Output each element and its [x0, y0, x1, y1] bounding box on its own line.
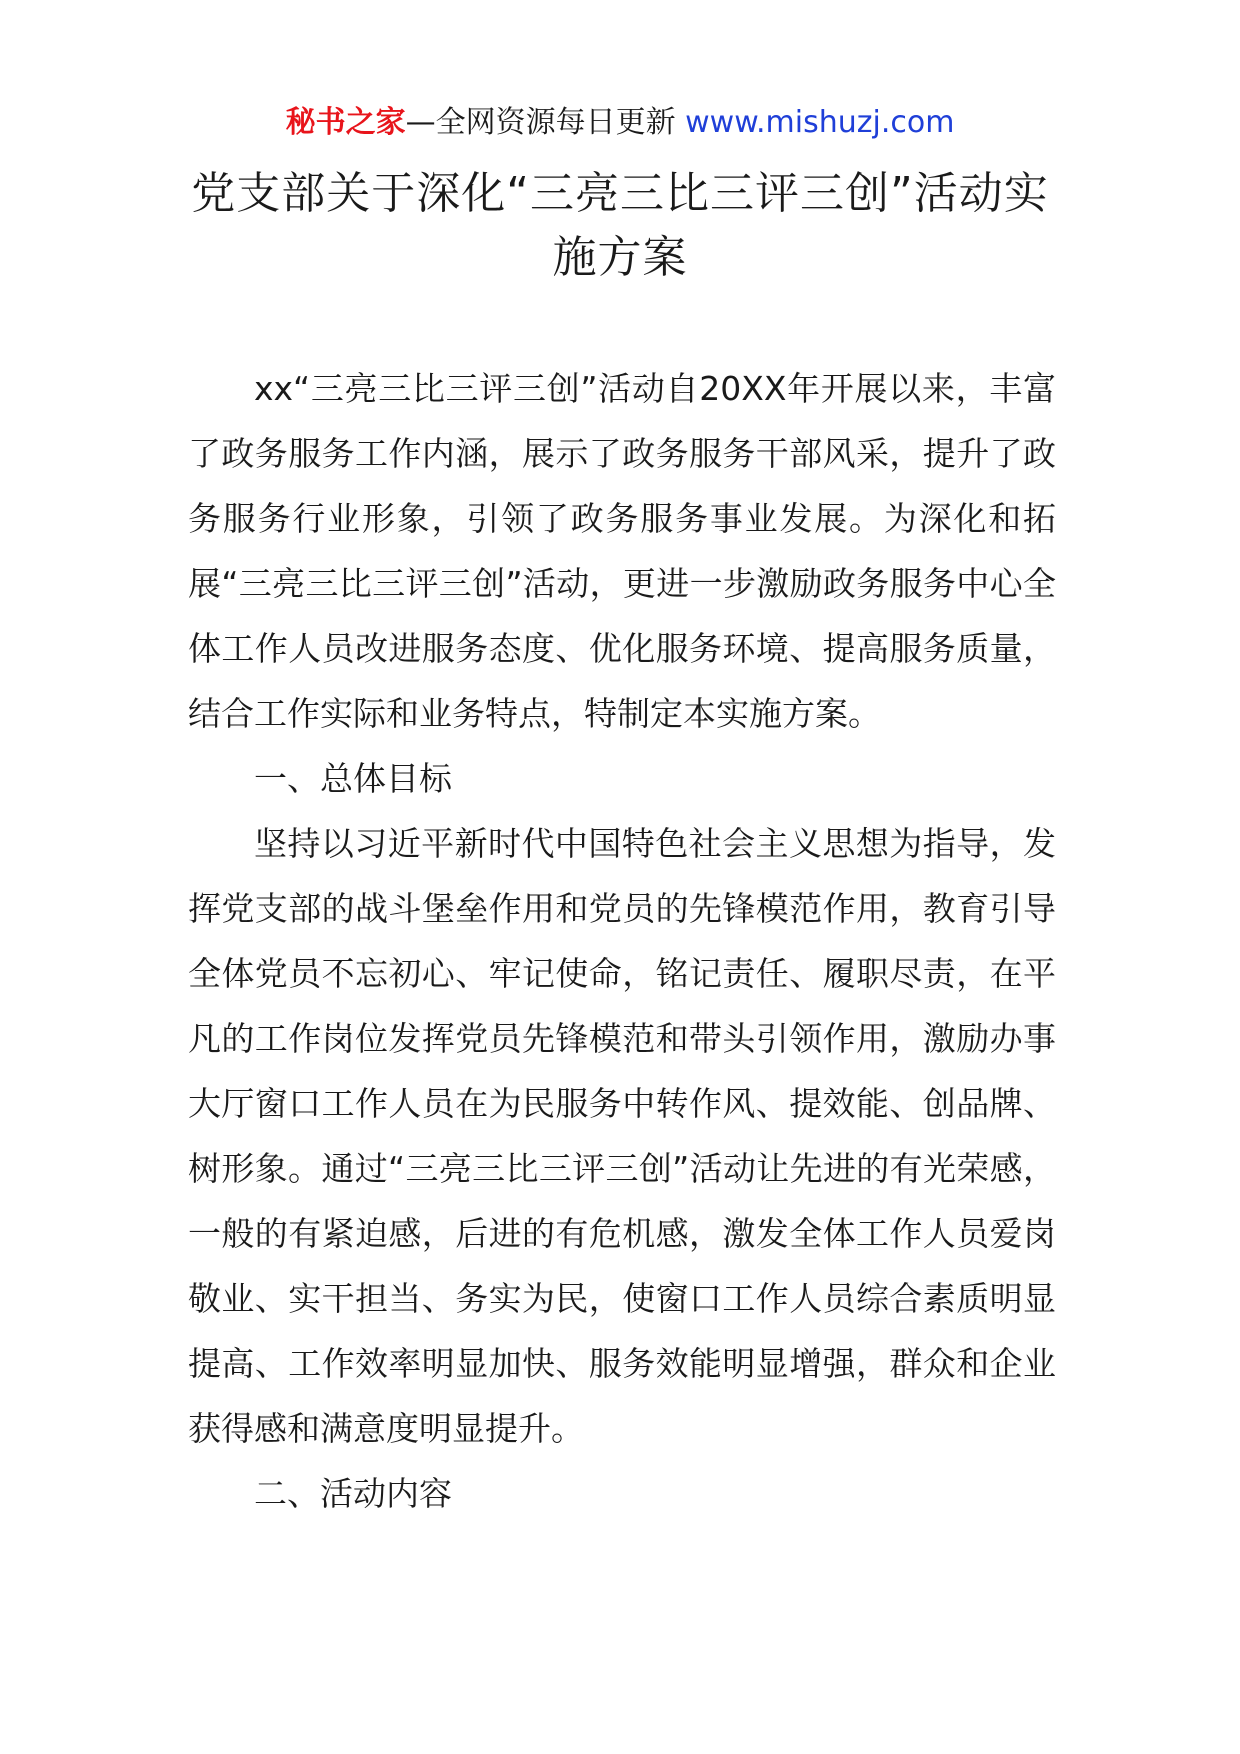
site-url-link[interactable]: www.mishuzj.com: [685, 105, 955, 140]
site-header: [0, 100, 1240, 146]
brand-name: 秘书之家: [285, 105, 406, 140]
header-tagline: —全网资源每日更新: [405, 105, 676, 140]
document-title: 党支部关于深化“三亮三比三评三创”活动实施方案: [191, 168, 1049, 283]
goal-paragraph: 坚持以习近平新时代中国特色社会主义思想为指导，发挥党支部的战斗堡垒作用和党员的先锋模范作用，教育引导全体党员不忘初心、牢记使命，铭记责任、履职尽责，在平凡的工作岗位发挥党员先锋模范和带头引领作用，激励办事大厅窗口工作人员在为民服务中转作风、提效能、创品牌、树形象。通过“三亮三比三评三创”活动让先进的有光荣感，一般的有紧迫感，后进的有危机感，激发全体工作人员爱岗敬业、实干担当、务实为民，使窗口工作人员综合素质明显提高、工作效率明显加快、服务效能明显增强，群众和企业获得感和满意度明显提升。: [188, 824, 1056, 1448]
document-body: [188, 356, 1056, 1526]
section-heading-1: 一、总体目标: [254, 759, 452, 798]
intro-paragraph: xx“三亮三比三评三创”活动自20XX年开展以来，丰富了政务服务工作内涵，展示了政务服务干部风采，提升了政务服务行业形象，引领了政务服务事业发展。为深化和拓展“三亮三比三评三创”活动，更进一步激励政务服务中心全体工作人员改进服务态度、优化服务环境、提高服务质量，结合工作实际和业务特点，特制定本实施方案。: [188, 369, 1056, 733]
section-heading-2: 二、活动内容: [254, 1474, 452, 1513]
